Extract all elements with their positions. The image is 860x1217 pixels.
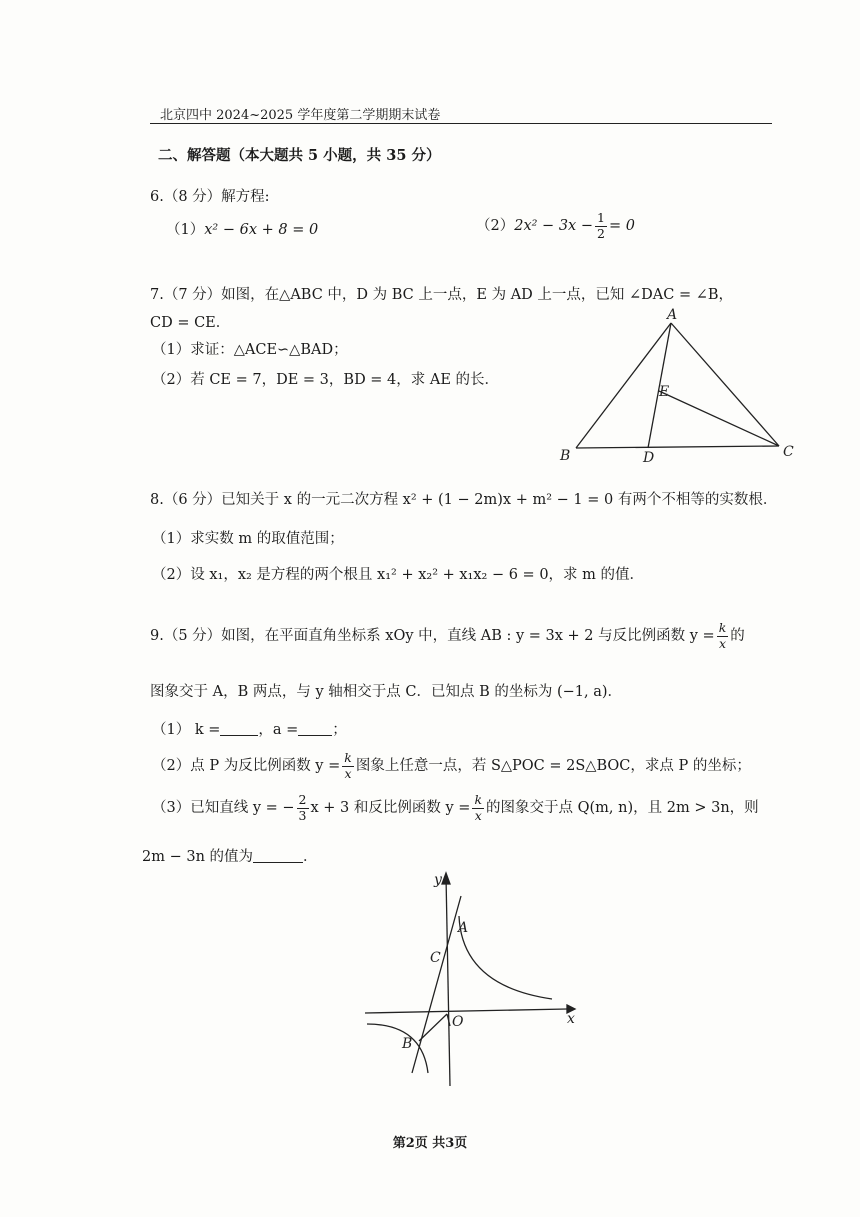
q9-label-x: x <box>567 1011 575 1027</box>
q9-part2-pre: （2）点 P 为反比例函数 y = <box>152 758 341 774</box>
q9-line1 <box>150 622 745 650</box>
q6-part2-label: （2） <box>476 218 515 234</box>
q9-part3-line2 <box>142 845 318 866</box>
q8-part1: （1）求实数 m 的取值范围； <box>152 531 344 547</box>
q6-stem: 6.（8 分）解方程: <box>150 189 270 205</box>
q9-line1-post: 的 <box>730 628 745 644</box>
q9-segment-ob <box>419 1014 447 1041</box>
q8-part2: （2）设 x₁，x₂ 是方程的两个根且 x₁² + x₂² + x₁x₂ − 6 = 0，求 m 的值． <box>152 567 645 583</box>
q7-part2: （2）若 CE = 7，DE = 3，BD = 4，求 AE 的长． <box>152 372 500 388</box>
q9-a-blank <box>298 735 332 736</box>
q9-label-b: B <box>402 1036 413 1052</box>
q9-part3-k: k <box>474 792 483 807</box>
q7-line2: CD = CE． <box>150 315 231 331</box>
q9-part2-post: 图象上任意一点，若 S△POC = 2S△BOC，求点 P 的坐标； <box>355 758 751 774</box>
q6-part2 <box>476 212 635 240</box>
q9-x-axis <box>365 1009 567 1013</box>
q6-frac-den: 2 <box>596 225 605 241</box>
q9-part2-x: x <box>344 765 352 781</box>
q9-part2-fraction <box>342 752 354 780</box>
q9-part3 <box>152 794 759 822</box>
q6-frac-num: 1 <box>596 210 605 225</box>
q6-part1-equation: x² − 6x + 8 = 0 <box>204 222 319 238</box>
q6-part1-label: （1） <box>166 222 205 238</box>
q9-part3-k-over-x <box>472 794 484 822</box>
q6-part1 <box>166 218 318 239</box>
q9-part1 <box>152 718 347 739</box>
q7-segment-ce <box>659 391 779 446</box>
q8-line1: 8.（6 分）已知关于 x 的一元二次方程 x² + (1 − 2m)x + m² − 1 = 0 有两个不相等的实数根． <box>150 492 778 508</box>
q6-fraction <box>595 212 607 240</box>
q9-label-a: A <box>458 920 469 936</box>
q9-x: x <box>718 635 727 651</box>
q6-part2-eq-post: = 0 <box>608 218 635 234</box>
q7-label-d: D <box>643 450 655 466</box>
q9-part3-pre: （3）已知直线 y = − <box>152 800 295 816</box>
q6-part2-eq-pre: 2x² − 3x − <box>514 218 593 234</box>
q7-edge-bc <box>576 446 779 448</box>
q9-k-blank <box>220 735 258 736</box>
section-title: 二、解答题（本大题共 5 小题，共 35 分） <box>158 147 441 164</box>
page-number: 第2页 共3页 <box>392 1136 468 1151</box>
q9-line1-pre: 9.（5 分）如图，在平面直角坐标系 xOy 中，直线 AB : y = 3x + 2 与反比例函数 y = <box>150 628 715 644</box>
header-divider <box>150 123 772 124</box>
q9-label-y: y <box>434 872 442 888</box>
q9-coordinate-figure <box>362 868 577 1093</box>
q9-part2-k: k <box>344 750 352 765</box>
q9-part3-num: 2 <box>298 792 307 807</box>
q9-label-o: O <box>452 1014 464 1030</box>
q9-part3-den: 3 <box>298 807 307 823</box>
q9-hyperbola-branch-1 <box>459 916 552 999</box>
q7-edge-ac <box>671 323 779 446</box>
q9-part3-mid: x + 3 和反比例函数 y = <box>310 800 471 816</box>
q7-triangle-figure <box>555 305 800 465</box>
q9-y-axis-arrow <box>442 873 450 884</box>
q7-label-c: C <box>783 444 794 460</box>
q9-k-over-x <box>717 622 729 650</box>
q9-part3-end: ． <box>303 849 318 865</box>
exam-header-title: 北京四中 2024~2025 学年度第二学期期末试卷 <box>160 108 441 123</box>
q9-part1-end: ； <box>332 722 347 738</box>
q9-part3-last: 2m − 3n 的值为 <box>142 849 254 865</box>
q9-y-axis <box>446 876 450 1086</box>
q9-part3-x: x <box>474 807 482 823</box>
q7-line1: 7.（7 分）如图，在△ABC 中，D 为 BC 上一点，E 为 AD 上一点，已知 ∠DAC = ∠B， <box>150 287 734 303</box>
q9-part2 <box>152 752 751 780</box>
q7-label-e: E <box>659 384 670 400</box>
q7-label-a: A <box>667 307 678 323</box>
q9-part1-a: ，a = <box>258 722 299 738</box>
q9-answer-blank <box>253 862 303 863</box>
q9-label-c: C <box>430 950 441 966</box>
q7-edge-ab <box>576 323 671 448</box>
q7-label-b: B <box>560 448 571 464</box>
q7-part1: （1）求证：△ACE∽△BAD； <box>152 342 348 358</box>
q9-k: k <box>718 620 727 635</box>
q9-line2: 图象交于 A，B 两点，与 y 轴相交于点 C．已知点 B 的坐标为 (−1, a)． <box>150 684 622 700</box>
q9-part1-k: （1） k = <box>152 722 221 738</box>
q9-part3-post: 的图象交于点 Q(m, n)，且 2m > 3n，则 <box>486 800 759 816</box>
q9-part3-fraction <box>297 794 309 822</box>
